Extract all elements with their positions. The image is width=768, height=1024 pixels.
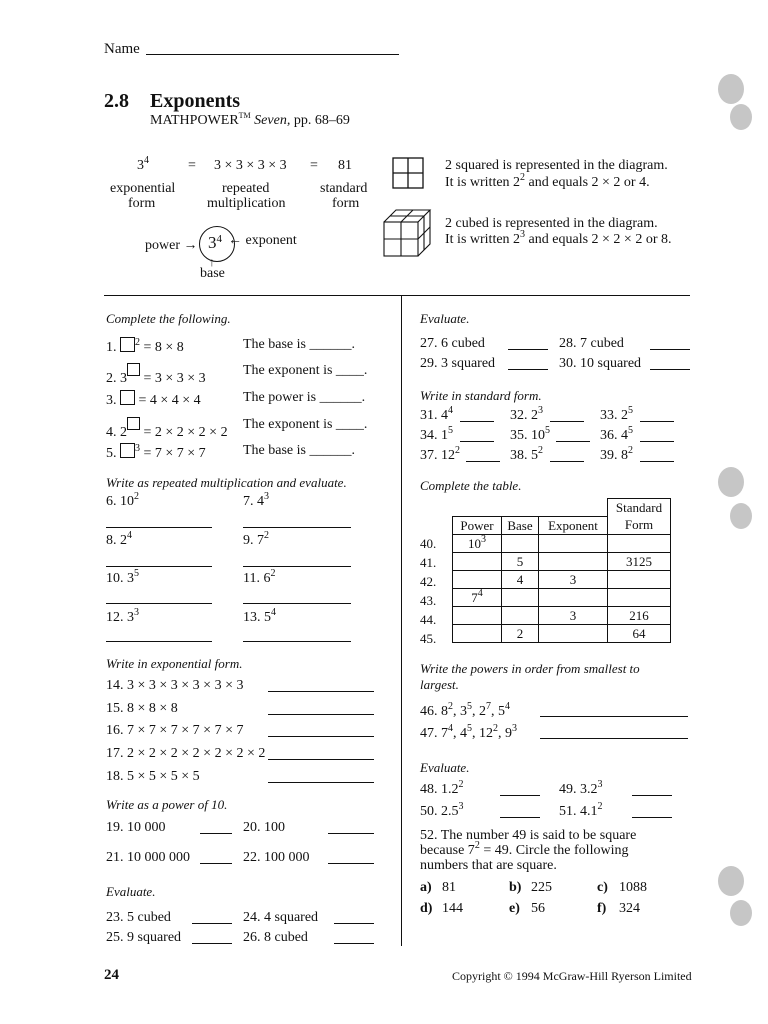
ref-tm: TM	[238, 111, 251, 120]
answer-line[interactable]	[200, 863, 232, 864]
squared-line-1: 2 squared is represented in the diagram.	[445, 158, 668, 173]
label-form: form	[128, 196, 156, 211]
equals-2: =	[310, 158, 318, 173]
q35: 35. $10^5$	[510, 425, 550, 443]
power-base: 7	[441, 726, 448, 741]
cell-standard: 3125	[608, 552, 671, 570]
base-label: base	[200, 266, 225, 281]
cell-base[interactable]	[502, 606, 539, 624]
answer-line[interactable]	[540, 716, 688, 717]
answer-line[interactable]	[106, 566, 212, 567]
q13: 13. $5^4$	[243, 607, 276, 625]
header-exponent: Exponent	[539, 516, 608, 534]
answer-line[interactable]	[106, 641, 212, 642]
q9: 9. $7^2$	[243, 530, 269, 548]
order-heading-line1: Write the powers in order from smallest to	[420, 661, 640, 676]
table-row-label: 43.	[420, 593, 437, 608]
power-base: 4	[460, 726, 467, 741]
table-row-label: 41.	[420, 555, 437, 570]
q4-right: The exponent is ____.	[243, 417, 368, 432]
answer-line[interactable]	[334, 943, 374, 944]
answer-line[interactable]	[243, 603, 351, 604]
repeated-heading: Write as repeated multiplication and evaluate.	[106, 475, 347, 490]
answer-line[interactable]	[268, 736, 374, 737]
q10: 10. $3^5$	[106, 568, 139, 586]
answer-line[interactable]	[243, 566, 351, 567]
cell-base: 2	[502, 624, 539, 642]
answer-line[interactable]	[268, 759, 374, 760]
q3-right: The power is ______.	[243, 390, 366, 405]
cell-base: 4	[502, 570, 539, 588]
answer-line[interactable]	[466, 461, 500, 462]
answer-line[interactable]	[268, 691, 374, 692]
q51: 51. $4.1^2$	[559, 801, 603, 819]
power-exponent: 4	[505, 701, 510, 712]
q20: 20. 100	[243, 820, 285, 835]
q1: 1. $^2$ = 8 × 8	[106, 337, 184, 355]
cell-standard: 64	[608, 624, 671, 642]
q48: 48. $1.2^2$	[420, 779, 464, 797]
q22: 22. 100 000	[243, 850, 310, 865]
cell-power[interactable]	[453, 606, 502, 624]
answer-line[interactable]	[556, 441, 590, 442]
punch-hole	[718, 74, 744, 104]
answer-line[interactable]	[460, 421, 494, 422]
power-exponent: 4	[448, 723, 453, 734]
table-row	[453, 606, 671, 624]
answer-line[interactable]	[328, 833, 374, 834]
q32: 32. $2^3$	[510, 405, 543, 423]
q23: 23. 5 cubed	[106, 910, 171, 925]
textbook-reference	[150, 113, 350, 129]
answer-line[interactable]	[540, 738, 688, 739]
q25: 25. 9 squared	[106, 930, 182, 945]
cell-standard[interactable]	[608, 534, 671, 552]
cell-power[interactable]	[453, 552, 502, 570]
q16: 16. 7 × 7 × 7 × 7 × 7 × 7	[106, 723, 244, 738]
page-number: 24	[104, 967, 119, 983]
power-base: 3	[460, 704, 467, 719]
q4: 4. 2 = 2 × 2 × 2 × 2	[106, 417, 228, 441]
circle-power: $3^4$	[208, 233, 222, 252]
answer-line[interactable]	[268, 714, 374, 715]
answer-box[interactable]	[120, 390, 135, 405]
choice-value[interactable]: 56	[531, 901, 545, 916]
answer-line[interactable]	[650, 349, 690, 350]
answer-line[interactable]	[632, 817, 672, 818]
section-title: Exponents	[150, 90, 241, 112]
answer-line[interactable]	[328, 863, 374, 864]
q38: 38. $5^2$	[510, 445, 543, 463]
label-form-2: form	[332, 196, 360, 211]
q6: 6. $10^2$	[106, 491, 139, 509]
q8: 8. $2^4$	[106, 530, 132, 548]
cell-power[interactable]	[453, 624, 502, 642]
power-exponent: 5	[467, 723, 472, 734]
repeated-expr: 3 × 3 × 3 × 3	[214, 158, 287, 173]
header-base: Base	[502, 516, 539, 534]
table-row	[453, 588, 671, 606]
choice-value[interactable]: 324	[619, 901, 640, 916]
power-exponent: 2	[448, 701, 453, 712]
answer-line[interactable]	[550, 461, 584, 462]
answer-line[interactable]	[334, 923, 374, 924]
q33: 33. $2^5$	[600, 405, 633, 423]
punch-hole	[718, 866, 744, 896]
choice-letter: e)	[509, 901, 520, 916]
copyright: Copyright © 1994 McGraw-Hill Ryerson Limited	[452, 969, 692, 983]
q49: 49. $3.2^3$	[559, 779, 603, 797]
standard-heading: Write in standard form.	[420, 388, 542, 403]
cell-base[interactable]	[502, 534, 539, 552]
q26: 26. 8 cubed	[243, 930, 308, 945]
power-exponent: 5	[467, 701, 472, 712]
q28: 28. 7 cubed	[559, 336, 624, 351]
power-base: 2	[479, 704, 486, 719]
ref-prefix: MATHPOWER	[150, 113, 239, 128]
cell-power: $7^4$	[453, 588, 502, 606]
q12: 12. $3^3$	[106, 607, 139, 625]
cell-base[interactable]	[502, 588, 539, 606]
q21: 21. 10 000 000	[106, 850, 190, 865]
cell-exponent: 3	[539, 606, 608, 624]
power-table	[452, 498, 671, 643]
choice-value[interactable]: 1088	[619, 880, 647, 895]
cubed-line-2: It is written $2^3$ and equals 2 × 2 × 2 or 8.	[445, 229, 672, 247]
answer-line[interactable]	[106, 603, 212, 604]
q17: 17. 2 × 2 × 2 × 2 × 2 × 2 × 2	[106, 746, 266, 761]
ref-book: Seven,	[254, 113, 291, 128]
cell-exponent[interactable]	[539, 624, 608, 642]
power-exponent: 2	[493, 723, 498, 734]
table-row	[453, 570, 671, 588]
answer-line[interactable]	[508, 369, 548, 370]
cell-base: 5	[502, 552, 539, 570]
answer-line[interactable]	[268, 782, 374, 783]
exponent-label: ← exponent	[228, 233, 297, 248]
table-header-row	[453, 516, 671, 534]
expform-heading: Write in exponential form.	[106, 656, 243, 671]
q52-line1: 52. The number 49 is said to be square	[420, 828, 637, 843]
q2: 2. 3 = 3 × 3 × 3	[106, 363, 206, 387]
answer-line[interactable]	[243, 641, 351, 642]
complete-heading: Complete the following.	[106, 311, 231, 326]
evaluate-heading-left: Evaluate.	[106, 884, 156, 899]
power-exponent: 3	[512, 723, 517, 734]
cell-standard[interactable]	[608, 570, 671, 588]
choice-value[interactable]: 225	[531, 880, 552, 895]
answer-line[interactable]	[640, 461, 674, 462]
standard-value: 81	[338, 158, 352, 173]
cell-power[interactable]	[453, 570, 502, 588]
q18: 18. 5 × 5 × 5 × 5	[106, 769, 200, 784]
section-number: 2.8	[104, 90, 129, 112]
header-power: Power	[453, 516, 502, 534]
answer-line[interactable]	[508, 349, 548, 350]
answer-line[interactable]	[550, 421, 584, 422]
q31: 31. $4^4$	[420, 405, 453, 423]
answer-line[interactable]	[632, 795, 672, 796]
table-row-label: 45.	[420, 631, 437, 646]
name-label: Name	[104, 41, 140, 57]
answer-line[interactable]	[650, 369, 690, 370]
q24: 24. 4 squared	[243, 910, 319, 925]
q36: 36. $4^5$	[600, 425, 633, 443]
q29: 29. 3 squared	[420, 356, 496, 371]
table-header-row	[453, 499, 671, 517]
table-row	[453, 624, 671, 642]
choice-letter: b)	[509, 880, 522, 895]
answer-line[interactable]	[243, 527, 351, 528]
table-row-label: 40.	[420, 536, 437, 551]
answer-box[interactable]	[127, 417, 140, 430]
answer-line[interactable]	[106, 527, 212, 528]
label-multiplication: multiplication	[207, 196, 286, 211]
cell-exponent[interactable]	[539, 552, 608, 570]
cell-power: $10^3$	[453, 534, 502, 552]
q52-line3: numbers that are square.	[420, 858, 557, 873]
q46: 46. $8^2$, $3^5$, $2^7$, $5^4$	[420, 701, 510, 719]
power-exponent: 7	[486, 701, 491, 712]
table-row-label: 44.	[420, 612, 437, 627]
horizontal-divider	[104, 295, 690, 296]
exp-example: $3^4$	[137, 155, 149, 173]
q50: 50. $2.5^3$	[420, 801, 464, 819]
cube-diagram	[382, 208, 432, 258]
table-row	[453, 552, 671, 570]
vertical-divider	[401, 296, 402, 946]
power-base: 5	[498, 704, 505, 719]
answer-line[interactable]	[460, 441, 494, 442]
q5: 5. $^3$ = 7 × 7 × 7	[106, 443, 206, 461]
answer-line[interactable]	[500, 795, 540, 796]
punch-hole	[718, 467, 744, 497]
q37: 37. $12^2$	[420, 445, 460, 463]
evaluate-heading-2: Evaluate.	[420, 760, 470, 775]
q7: 7. $4^3$	[243, 491, 269, 509]
power-base: 9	[505, 726, 512, 741]
cell-exponent: 3	[539, 570, 608, 588]
answer-line[interactable]	[200, 833, 232, 834]
choice-letter: c)	[597, 880, 608, 895]
answer-line[interactable]	[640, 441, 674, 442]
label-standard: standard	[320, 181, 368, 196]
q1-right: The base is ______.	[243, 337, 355, 352]
table-row-label: 42.	[420, 574, 437, 589]
table-row	[453, 534, 671, 552]
choice-value[interactable]: 81	[442, 880, 456, 895]
choice-letter: f)	[597, 901, 607, 916]
cell-exponent[interactable]	[539, 534, 608, 552]
pow10-heading: Write as a power of 10.	[106, 797, 228, 812]
cell-standard: 216	[608, 606, 671, 624]
q39: 39. $8^2$	[600, 445, 633, 463]
punch-hole	[730, 900, 752, 926]
order-heading-line2: largest.	[420, 677, 459, 692]
q30: 30. 10 squared	[559, 356, 642, 371]
q3: 3. = 4 × 4 × 4	[106, 390, 201, 409]
q11: 11. $6^2$	[243, 568, 276, 586]
q5-right: The base is ______.	[243, 443, 355, 458]
name-field[interactable]	[146, 54, 399, 55]
answer-line[interactable]	[500, 817, 540, 818]
square-diagram	[392, 157, 424, 189]
answer-line[interactable]	[192, 923, 232, 924]
choice-letter: a)	[420, 880, 432, 895]
order-heading	[420, 661, 640, 693]
punch-hole	[730, 104, 752, 130]
power-base: 12	[479, 726, 493, 741]
power-base: 8	[441, 704, 448, 719]
q14: 14. 3 × 3 × 3 × 3 × 3 × 3	[106, 678, 244, 693]
header-form: Form	[608, 516, 671, 534]
choice-letter: d)	[420, 901, 433, 916]
answer-box[interactable]	[127, 363, 140, 376]
q15: 15. 8 × 8 × 8	[106, 701, 178, 716]
answer-line[interactable]	[640, 421, 674, 422]
answer-box[interactable]	[120, 443, 135, 458]
punch-hole	[730, 503, 752, 529]
q2-right: The exponent is ____.	[243, 363, 368, 378]
q47: 47. $7^4$, $4^5$, $12^2$, $9^3$	[420, 723, 517, 741]
label-exponential: exponential	[110, 181, 176, 196]
q27: 27. 6 cubed	[420, 336, 485, 351]
evaluate-heading-right: Evaluate.	[420, 311, 470, 326]
ref-pages: pp. 68–69	[293, 113, 350, 128]
cell-exponent[interactable]	[539, 588, 608, 606]
answer-line[interactable]	[192, 943, 232, 944]
q19: 19. 10 000	[106, 820, 166, 835]
answer-box[interactable]	[120, 337, 135, 352]
table-heading: Complete the table.	[420, 478, 522, 493]
base-arrow: ↑	[209, 255, 215, 269]
q34: 34. $1^5$	[420, 425, 453, 443]
power-label: power →	[145, 238, 198, 253]
header-standard: Standard	[608, 499, 671, 517]
equals-1: =	[188, 158, 196, 173]
cell-standard[interactable]	[608, 588, 671, 606]
label-repeated: repeated	[222, 181, 270, 196]
squared-line-2: It is written $2^2$ and equals 2 × 2 or 4.	[445, 172, 650, 190]
cubed-line-1: 2 cubed is represented in the diagram.	[445, 216, 658, 231]
q52-line2: because $7^2 = 49$. Circle the following	[420, 840, 629, 858]
choice-value[interactable]: 144	[442, 901, 463, 916]
